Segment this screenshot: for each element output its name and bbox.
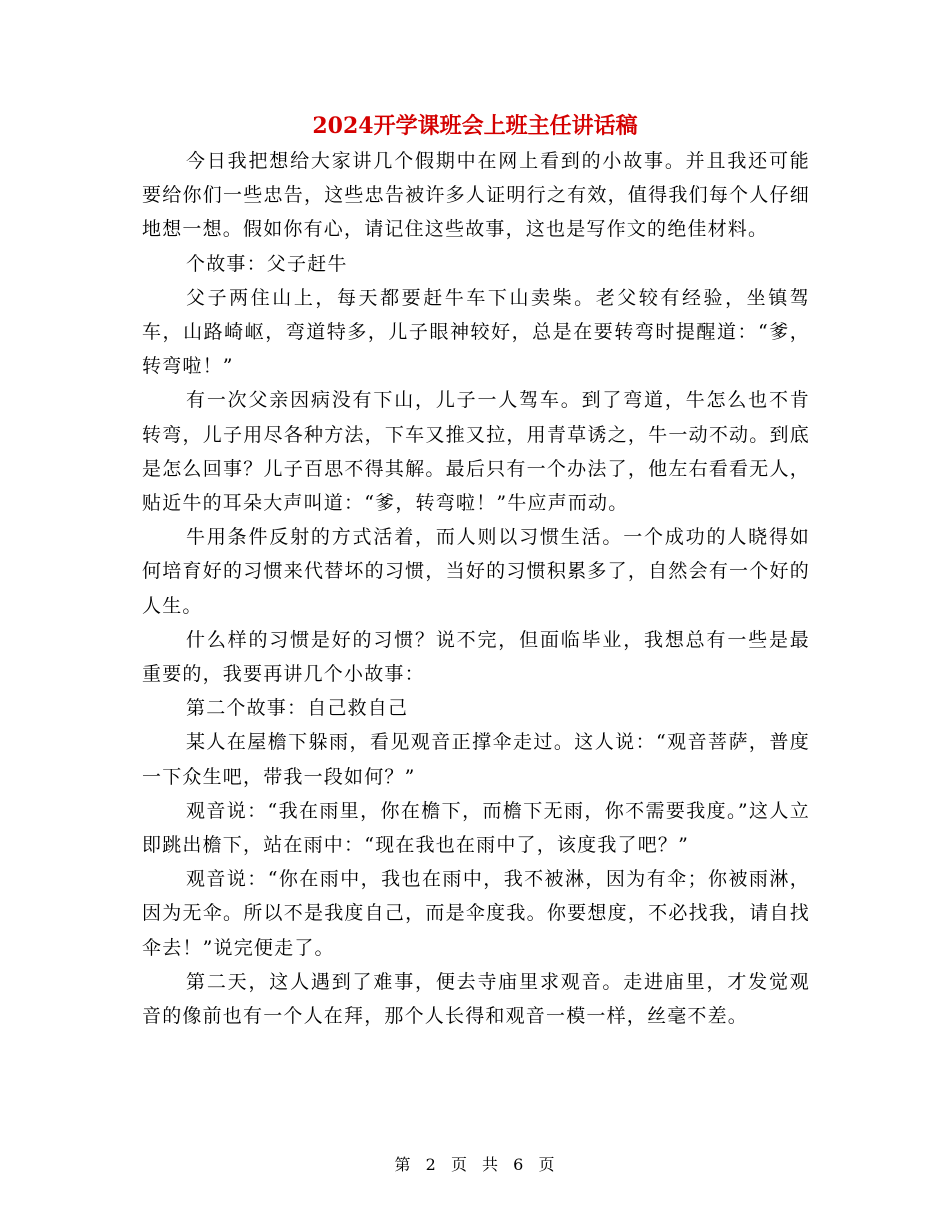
- footer-total-pages: 6: [513, 1155, 525, 1174]
- document-title: 2024开学课班会上班主任讲话稿: [312, 113, 638, 139]
- paragraph: 某人在屋檐下躲雨，看见观音正撑伞走过。这人说：“观音菩萨，普度一下众生吧，带我一段如何？”: [142, 731, 810, 788]
- footer-page-word: 页: [450, 1155, 468, 1174]
- page-footer: [0, 1153, 950, 1177]
- paragraph: 观音说：“我在雨里，你在檐下，而檐下无雨，你不需要我度。”这人立即跳出檐下，站在雨中：“现在我也在雨中了，该度我了吧？”: [142, 799, 810, 857]
- story-heading: 第二个故事：自己救自己: [186, 697, 409, 720]
- paragraph: 父子两住山上，每天都要赶牛车下山卖柴。老父较有经验，坐镇驾车，山路崎岖，弯道特多，儿子眼神较好，总是在要转弯时提醒道：“爹，转弯啦！”: [142, 286, 810, 378]
- paragraph: 第二天，这人遇到了难事，便去寺庙里求观音。走进庙里，才发觉观音的像前也有一个人在拜，那个人长得和观音一模一样，丝毫不差。: [142, 970, 810, 1028]
- paragraph: 有一次父亲因病没有下山，儿子一人驾车。到了弯道，牛怎么也不肯转弯，儿子用尽各种方法，下车又推又拉，用青草诱之，牛一动不动。到底是怎么回事？儿子百思不得其解。最后只有一个办法了，他左右看看无人，贴近牛的耳朵大声叫道：“爹，转弯啦！”牛应声而动。: [142, 389, 810, 515]
- footer-current-page: 2: [425, 1155, 437, 1174]
- document-body: [142, 144, 810, 1033]
- footer-suffix: 页: [538, 1155, 556, 1174]
- paragraph: 牛用条件反射的方式活着，而人则以习惯生活。一个成功的人晓得如何培育好的习惯来代替坏的习惯，当好的习惯积累多了，自然会有一个好的人生。: [142, 526, 810, 617]
- footer-total-word: 共: [482, 1155, 500, 1174]
- paragraph: 观音说：“你在雨中，我也在雨中，我不被淋，因为有伞；你被雨淋，因为无伞。所以不是我度自己，而是伞度我。你要想度，不必找我，请自找伞去！”说完便走了。: [142, 868, 810, 959]
- paragraph: 什么样的习惯是好的习惯？说不完，但面临毕业，我想总有一些是最重要的，我要再讲几个小故事：: [142, 628, 810, 686]
- paragraph: 今日我把想给大家讲几个假期中在网上看到的小故事。并且我还可能要给你们一些忠告，这些忠告被许多人证明行之有效，值得我们每个人仔细地想一想。假如你有心，请记住这些故事，这也是写作文的绝佳材料。: [142, 150, 810, 241]
- footer-prefix: 第: [394, 1155, 412, 1174]
- story-heading: 个故事：父子赶牛: [186, 252, 348, 275]
